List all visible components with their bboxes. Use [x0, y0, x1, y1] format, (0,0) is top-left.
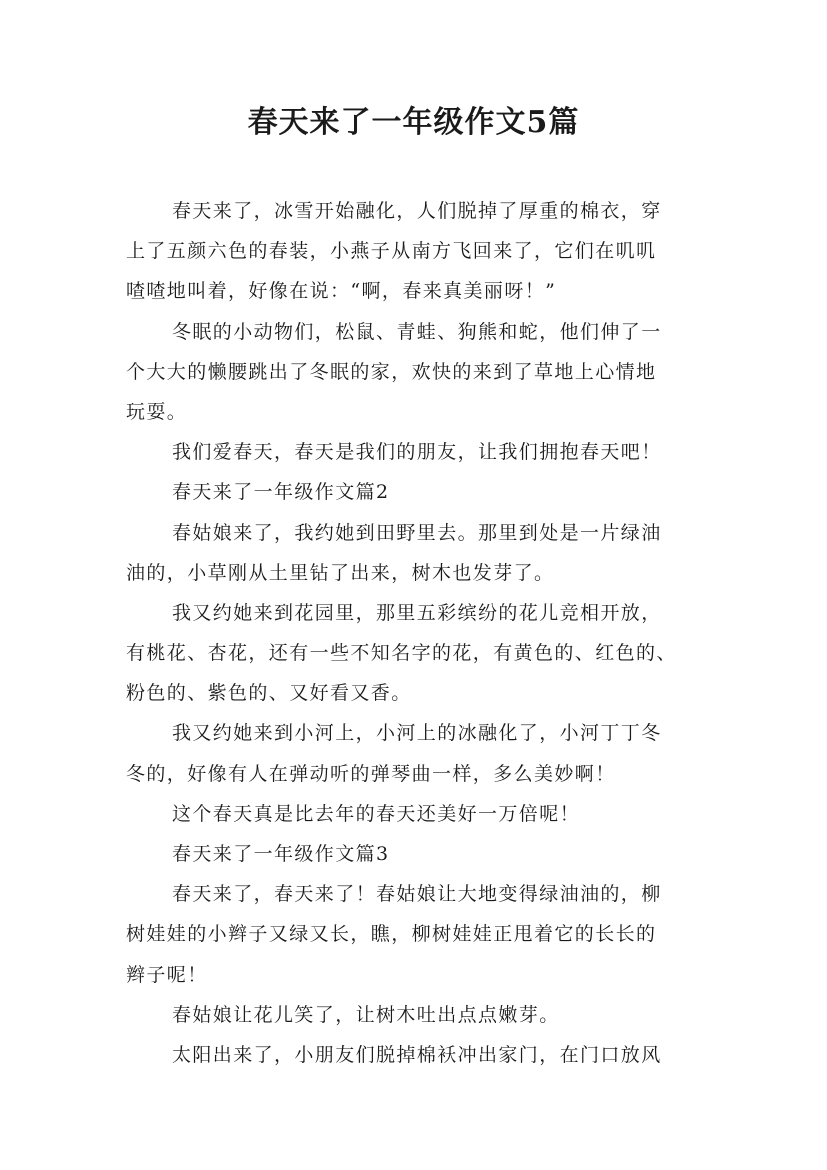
- document-title: 春天来了一年级作文5篇: [247, 105, 580, 140]
- text-line: 个大大的懒腰跳出了冬眠的家，欢快的来到了草地上心情地: [126, 360, 657, 383]
- text-line: 树娃娃的小辫子又绿又长，瞧，柳树娃娃正甩着它的长长的: [126, 923, 657, 946]
- text-line: 喳喳地叫着，好像在说：“啊，春来真美丽呀！”: [126, 280, 557, 303]
- section-heading: 春天来了一年级作文篇2: [172, 481, 390, 504]
- section-heading: 春天来了一年级作文篇3: [172, 843, 390, 865]
- text-line: 有桃花、杏花，还有一些不知名字的花，有黄色的、红色的、: [126, 642, 677, 665]
- text-line: 玩耍。: [126, 400, 188, 423]
- document-body: [126, 191, 714, 1075]
- text-line: 我又约她来到小河上，小河上的冰融化了，小河丁丁冬: [172, 722, 662, 745]
- text-line: 春天来了，春天来了！春姑娘让大地变得绿油油的，柳: [172, 883, 662, 906]
- text-line: 春姑娘来了，我约她到田野里去。那里到处是一片绿油: [172, 521, 662, 544]
- text-line: 我又约她来到花园里，那里五彩缤纷的花儿竞相开放，: [172, 601, 662, 624]
- text-line: 粉色的、紫色的、又好看又香。: [126, 682, 412, 705]
- text-line: 这个春天真是比去年的春天还美好一万倍呢！: [172, 802, 581, 825]
- text-line: 冬的，好像有人在弹动听的弹琴曲一样，多么美妙啊！: [126, 762, 616, 785]
- text-line: 我们爱春天，春天是我们的朋友，让我们拥抱春天吧！: [172, 441, 662, 464]
- text-line: 辫子呢！: [126, 963, 208, 986]
- text-line: 春姑娘让花儿笑了，让树木吐出点点嫩芽。: [172, 1003, 560, 1026]
- text-line: 太阳出来了，小朋友们脱掉棉袄冲出家门，在门口放风: [172, 1043, 662, 1066]
- text-line: 冬眠的小动物们，松鼠、青蛙、狗熊和蛇，他们伸了一: [172, 320, 662, 343]
- text-line: 上了五颜六色的春装，小燕子从南方飞回来了，它们在叽叽: [126, 240, 657, 263]
- text-line: 春天来了，冰雪开始融化，人们脱掉了厚重的棉衣，穿: [172, 200, 662, 222]
- text-line: 油的，小草刚从土里钻了出来，树木也发芽了。: [126, 561, 555, 584]
